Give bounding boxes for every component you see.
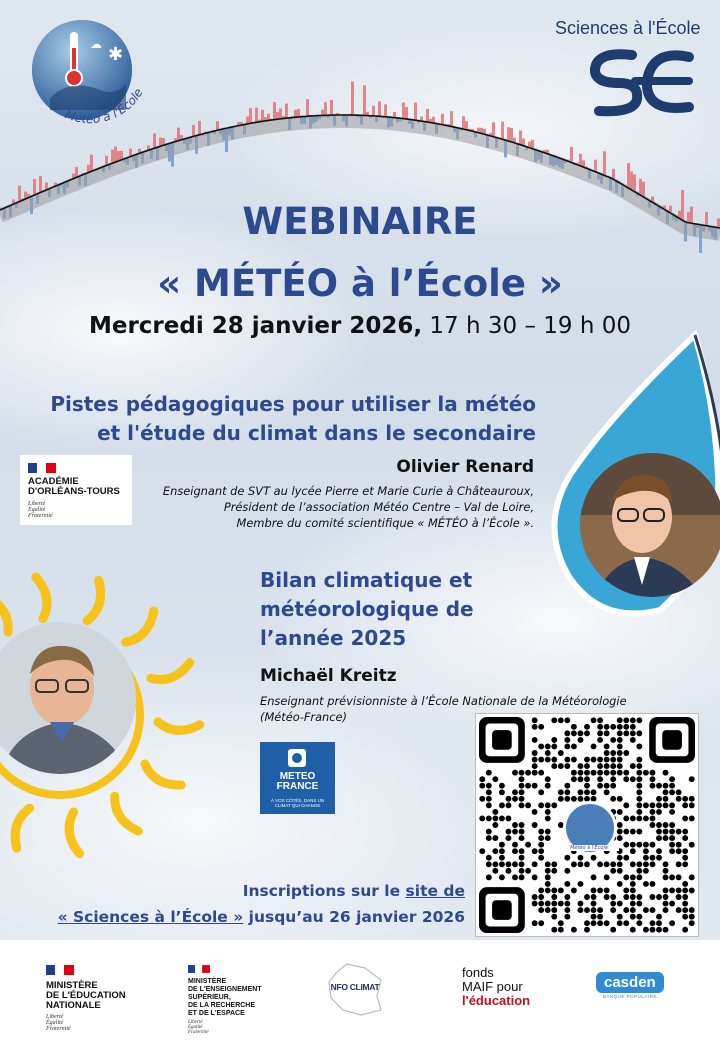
academie-line1: ACADÉMIE bbox=[28, 476, 79, 487]
talk1-title-line2: et l'étude du climat dans le secondaire bbox=[97, 421, 536, 445]
partner-footer bbox=[0, 940, 720, 1040]
motto-fraternite: Fraternité bbox=[188, 1030, 209, 1035]
mesr-line: MINISTÈRE bbox=[188, 978, 227, 985]
talk2-title bbox=[260, 566, 540, 653]
speaker1-name: Olivier Renard bbox=[396, 457, 534, 477]
registration-qr-code[interactable] bbox=[476, 714, 698, 936]
sciences-ecole-brand-text: Sciences à l'École bbox=[555, 18, 701, 38]
svg-text:☁: ☁ bbox=[90, 37, 102, 51]
webinar-title: WEBINAIRE bbox=[242, 200, 478, 243]
mesr-line: DE L'ENSEIGNEMENT bbox=[188, 986, 262, 993]
motto-egalite: Égalité bbox=[28, 507, 46, 513]
men-line: MINISTÈRE bbox=[46, 980, 98, 991]
marianne-flag-icon bbox=[28, 463, 56, 473]
talk1-title bbox=[40, 390, 536, 448]
men-line: DE L'ÉDUCATION bbox=[46, 990, 126, 1001]
registration-link-sciences-ecole[interactable]: « Sciences à l’École » bbox=[57, 908, 244, 926]
speaker2-role: Enseignant prévisionniste à l’École Nationale de la Météorologie bbox=[260, 694, 627, 708]
speaker1-roles bbox=[114, 483, 534, 531]
marianne-flag-icon bbox=[46, 965, 74, 975]
motto-liberte: Liberté bbox=[28, 501, 46, 507]
speaker1-role: Président de l’association Météo Centre – Val de Loire, bbox=[223, 500, 534, 514]
speaker-photo-olivier-renard bbox=[580, 445, 720, 615]
sciences-ecole-logo-icon bbox=[577, 43, 697, 118]
mesr-line: DE LA RECHERCHE bbox=[188, 1002, 256, 1009]
registration-text: Inscriptions sur le bbox=[242, 882, 406, 900]
meteo-ecole-logo bbox=[30, 18, 165, 143]
motto-egalite: Égalité bbox=[188, 1025, 203, 1030]
svg-text:✱: ✱ bbox=[108, 44, 124, 65]
casden-logo bbox=[596, 972, 664, 999]
talk1-title-line1: Pistes pédagogiques pour utiliser la météo bbox=[50, 392, 536, 416]
meteo-france-logo bbox=[260, 742, 335, 814]
fonds-maif-logo bbox=[462, 966, 530, 1008]
meteo-france-tagline1: À VOS CÔTÉS, DANS UN bbox=[270, 798, 325, 803]
registration-line2 bbox=[40, 908, 465, 926]
speaker2-role: (Météo-France) bbox=[260, 710, 347, 724]
date-text: Mercredi 28 janvier 2026, bbox=[88, 313, 423, 339]
casden-text: casden bbox=[604, 974, 656, 991]
meteo-ecole-logo-text: Météo à l'École bbox=[63, 85, 146, 127]
sciences-ecole-brand bbox=[555, 18, 705, 122]
maif-line: MAIF pour bbox=[462, 979, 523, 994]
motto-fraternite: Fraternité bbox=[46, 1026, 71, 1032]
academie-line2: D'ORLÉANS-TOURS bbox=[28, 486, 120, 497]
speaker1-role: Membre du comité scientifique « MÉTÉO à l’École ». bbox=[236, 516, 534, 530]
motto-egalite: Égalité bbox=[46, 1020, 64, 1026]
speaker-photo-michael-kreitz bbox=[0, 618, 140, 778]
talk2-title-line3: l’année 2025 bbox=[260, 626, 407, 650]
motto-liberte: Liberté bbox=[46, 1014, 64, 1020]
talk2-title-line2: météorologique de bbox=[260, 597, 474, 621]
infoclimat-logo bbox=[325, 962, 385, 1017]
motto-liberte: Liberté bbox=[188, 1020, 203, 1025]
meteo-france-emblem-icon bbox=[287, 748, 307, 768]
webinar-subtitle: « MÉTÉO à l’École » bbox=[157, 262, 563, 305]
ministere-education-logo bbox=[46, 960, 126, 1032]
registration-deadline: jusqu’au 26 janvier 2026 bbox=[243, 908, 465, 926]
meteo-france-line1: METEO bbox=[279, 771, 316, 782]
qr-center-text: Météo à l'École bbox=[559, 845, 619, 851]
mesr-line: SUPÉRIEUR, bbox=[188, 994, 231, 1001]
talk2-title-line1: Bilan climatique et bbox=[260, 568, 473, 592]
maif-line: l'éducation bbox=[462, 993, 531, 1008]
meteo-france-tagline2: CLIMAT QUI CHANGE bbox=[274, 803, 321, 808]
speaker2-name: Michaël Kreitz bbox=[260, 666, 397, 686]
registration-link-site[interactable]: site de bbox=[405, 882, 465, 900]
motto-fraternite: Fraternité bbox=[28, 513, 53, 519]
casden-subtext: BANQUE POPULAIRE bbox=[602, 994, 657, 999]
academie-orleans-tours-logo bbox=[20, 455, 132, 525]
men-line: NATIONALE bbox=[46, 1000, 101, 1011]
time-text: 17 h 30 – 19 h 00 bbox=[422, 313, 632, 339]
registration-line1 bbox=[220, 882, 465, 900]
speaker1-role: Enseignant de SVT au lycée Pierre et Marie Curie à Châteauroux, bbox=[162, 484, 534, 498]
marianne-flag-icon bbox=[188, 965, 210, 973]
mesr-line: ET DE L'ESPACE bbox=[188, 1010, 245, 1017]
meteo-france-line2: FRANCE bbox=[276, 781, 319, 792]
ministere-enseignement-superieur-logo bbox=[188, 958, 262, 1035]
maif-line: fonds bbox=[462, 965, 494, 980]
infoclimat-text: NFO CLIMAT bbox=[330, 982, 380, 992]
